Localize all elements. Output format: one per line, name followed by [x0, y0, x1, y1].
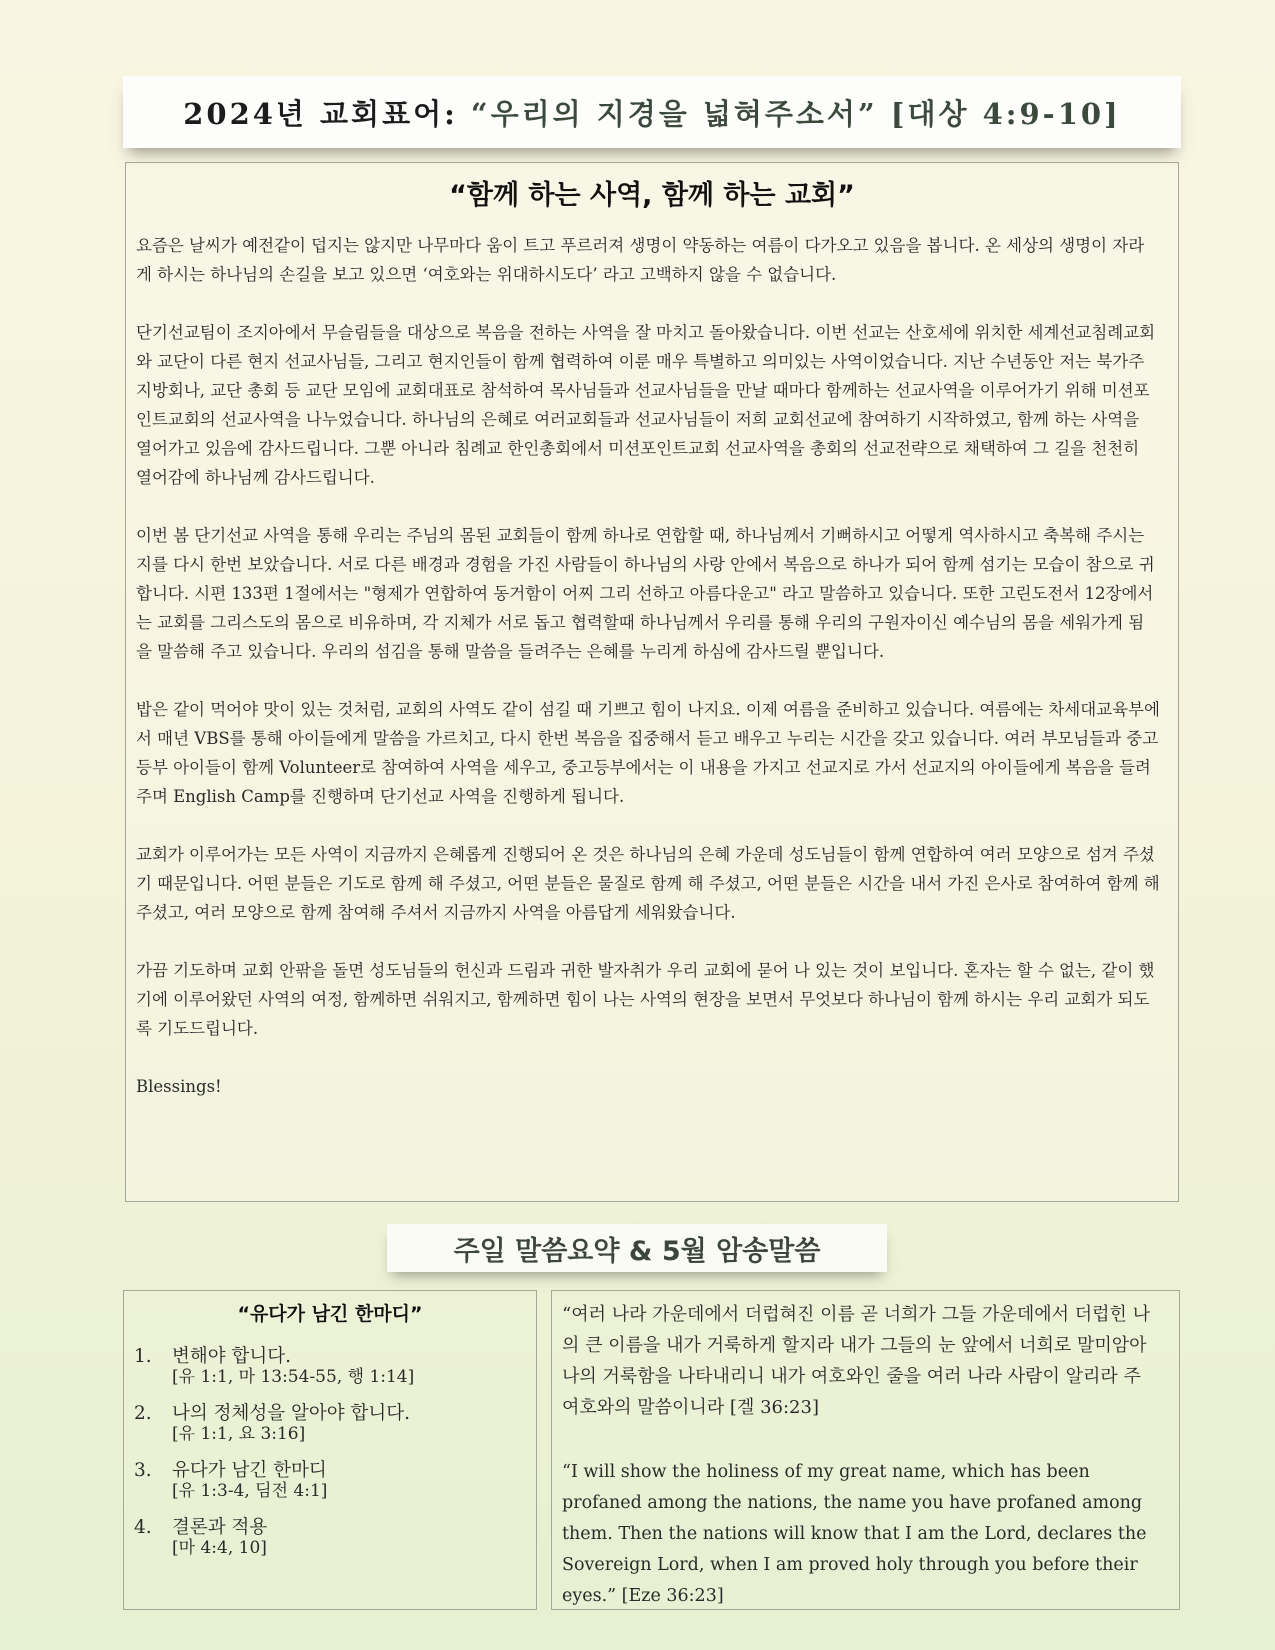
- motto-label: 2024년 교회표어:: [183, 96, 458, 131]
- letter-paragraph: 요즘은 날씨가 예전같이 덥지는 않지만 나무마다 움이 트고 푸르러져 생명이 약동하는 여름이 다가오고 있음을 봅니다. 온 세상의 생명이 자라게 하시는 하나님의 손길을 보고 있으면 ‘여호와는 위대하시도다’ 라고 고백하지 않을 수 없습니다.: [136, 236, 1145, 284]
- point-text: 나의 정체성을 알아야 합니다.: [172, 1403, 410, 1424]
- letter-paragraph: 교회가 이루어가는 모든 사역이 지금까지 은혜롭게 진행되어 온 것은 하나님의 은혜 가운데 성도님들이 함께 연합하여 여러 모양으로 섬겨 주셨기 때문입니다. 어떤 분들은 기도로 함께 해 주셨고, 어떤 분들은 물질로 함께 해 주셨고, 어떤 분들은 시간을 내서 가진 은사로 참여하여 함께 해 주셨고, 여러 모양으로 함께 참여해 주셔서 지금까지 사역을 아름답게 세워왔습니다.: [136, 845, 1160, 922]
- memory-verse-korean: “여러 나라 가운데에서 더럽혀진 이름 곧 너희가 그들 가운데에서 더럽힌 나의 큰 이름을 내가 거룩하게 할지라 내가 그들의 눈 앞에서 너희로 말미암아 나의 거룩함을 나타내리니 내가 여호와인 줄을 여러 나라 사람이 알리라 주 여호와의 말씀이니라 [겔 36:23]: [562, 1304, 1151, 1418]
- point-number: 4.: [134, 1517, 152, 1538]
- point-text: 유다가 남긴 한마디: [172, 1460, 327, 1481]
- sermon-point: [134, 1460, 536, 1501]
- sermon-points: [124, 1346, 536, 1558]
- letter-paragraph: 이번 봄 단기선교 사역을 통해 우리는 주님의 몸된 교회들이 함께 하나로 연합할 때, 하나님께서 기뻐하시고 어떻게 역사하시고 축복해 주시는지를 다시 한번 보았습니다. 서로 다른 배경과 경험을 가진 사람들이 하나님의 사랑 안에서 복음으로 하나가 되어 함께 섬기는 모습이 참으로 귀합니다. 시편 133편 1절에서는 "형제가 연합하여 동거함이 어찌 그리 선하고 아름다운고" 라고 말씀하고 있습니다. 또한 고린도전서 12장에서는 교회를 그리스도의 몸으로 비유하며, 각 지체가 서로 돕고 협력할때 하나님께서 우리를 통해 우리의 구원자이신 예수님의 몸을 세워가게 됨을 말씀해 주고 있습니다. 우리의 섬김을 통해 말씀을 들려주는 은혜를 누리게 하심에 감사드릴 뿐입니다.: [136, 526, 1155, 661]
- point-text: 결론과 적용: [172, 1517, 268, 1538]
- motto-text: “우리의 지경을 넓혀주소서”: [470, 96, 878, 131]
- point-reference: [마 4:4, 10]: [172, 1538, 267, 1558]
- sermon-point: [134, 1346, 536, 1387]
- motto-reference: [대상 4:9-10]: [890, 96, 1121, 131]
- point-reference: [유 1:1, 마 13:54-55, 행 1:14]: [172, 1367, 415, 1387]
- letter-paragraph: 밥은 같이 먹어야 맛이 있는 것처럼, 교회의 사역도 같이 섬길 때 기쁘고 힘이 나지요. 이제 여름을 준비하고 있습니다. 여름에는 차세대교육부에서 매년 VBS를 통해 아이들에게 말씀을 가르치고, 다시 한번 복음을 집중해서 듣고 배우고 누리는 시간을 갖고 있습니다. 여러 부모님들과 중고등부 아이들이 함께 Volunteer로 참여하여 사역을 세우고, 중고등부에서는 이 내용을 가지고 선교지로 가서 선교지의 아이들에게 복음을 들려주며 English Camp를 진행하며 단기선교 사역을 진행하게 됩니다.: [136, 700, 1160, 806]
- letter-paragraph: 단기선교팀이 조지아에서 무슬림들을 대상으로 복음을 전하는 사역을 잘 마치고 돌아왔습니다. 이번 선교는 산호세에 위치한 세계선교침례교회와 교단이 다른 현지 선교사님들, 그리고 현지인들이 함께 협력하여 이룬 매우 특별하고 의미있는 사역이었습니다. 지난 수년동안 저는 북가주 지방회나, 교단 총회 등 교단 모임에 교회대표로 참석하여 목사님들과 선교사님들을 만날 때마다 함께하는 선교사역을 이루어가기 위해 미션포인트교회의 선교사역을 나누었습니다. 하나님의 은혜로 여러교회들과 선교사님들이 저희 교회선교에 참여하기 시작하였고, 함께 하는 사역을 열어가고 있음에 감사드립니다. 그뿐 아니라 침례교 한인총회에서 미션포인트교회 선교사역을 총회의 선교전략으로 채택하여 그 길을 천천히 열어감에 하나님께 감사드립니다.: [136, 323, 1156, 487]
- point-number: 1.: [134, 1346, 152, 1367]
- section-title: 주일 말씀요약 & 5월 암송말씀: [453, 1235, 821, 1267]
- point-number: 3.: [134, 1460, 152, 1481]
- letter-paragraph: 가끔 기도하며 교회 안팎을 돌면 성도님들의 헌신과 드림과 귀한 발자취가 우리 교회에 묻어 나 있는 것이 보입니다. 혼자는 할 수 없는, 같이 했기에 이루어왔던 사역의 여정, 함께하면 쉬워지고, 함께하면 힘이 나는 사역의 현장을 보면서 무엇보다 하나님이 함께 하시는 우리 교회가 되도록 기도드립니다.: [136, 961, 1155, 1038]
- letter-closing: Blessings!: [136, 1077, 222, 1096]
- point-text: 변해야 합니다.: [172, 1346, 291, 1367]
- sermon-title: “유다가 남긴 한마디”: [237, 1303, 423, 1325]
- letter-title: “함께 하는 사역, 함께 하는 교회”: [449, 180, 855, 211]
- memory-verse-english: “I will show the holiness of my great name, which has been profaned among the nations, the name you have profaned among them. Then the nations will know that I am the Lord, declares the Sovereign Lord, when I am proved holy through you before their eyes.” [Eze 36:23]: [562, 1462, 1147, 1606]
- pastor-letter: [125, 162, 1179, 1202]
- motto-heading: [183, 92, 1121, 133]
- motto-banner: [123, 76, 1181, 148]
- sermon-summary: [123, 1290, 537, 1610]
- point-reference: [유 1:3-4, 딤전 4:1]: [172, 1481, 328, 1501]
- letter-body: [136, 231, 1160, 1130]
- memory-verse: [551, 1290, 1180, 1610]
- sermon-point: [134, 1517, 536, 1558]
- section-banner: [387, 1224, 887, 1272]
- sermon-point: [134, 1403, 536, 1444]
- point-reference: [유 1:1, 요 3:16]: [172, 1424, 306, 1444]
- point-number: 2.: [134, 1403, 152, 1424]
